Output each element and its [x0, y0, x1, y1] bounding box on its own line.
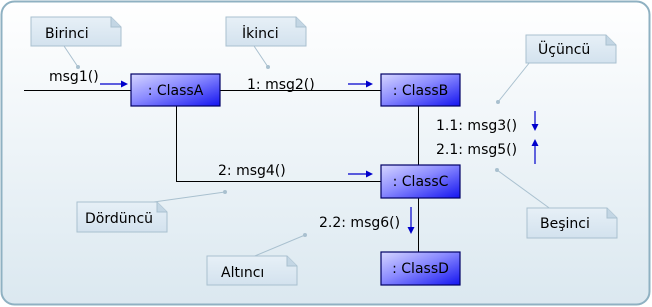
class-c-label: : ClassC	[392, 174, 449, 190]
class-b-box[interactable]	[381, 74, 460, 106]
note-altinci-text: Altıncı	[221, 265, 265, 281]
note-ucuncu	[526, 35, 616, 63]
note-dorduncu	[77, 202, 167, 232]
msg1-label: msg1()	[49, 69, 99, 85]
note-ikinci	[226, 17, 306, 46]
class-a-box[interactable]	[131, 74, 220, 106]
note-birinci-text: Birinci	[45, 26, 89, 42]
note-besinci	[527, 208, 617, 238]
class-a-label: : ClassA	[147, 83, 204, 99]
note-altinci	[207, 256, 297, 285]
class-c-box[interactable]	[381, 165, 460, 198]
class-b-label: : ClassB	[392, 83, 449, 99]
class-d-box[interactable]	[381, 252, 460, 285]
msg2-label: 1: msg2()	[247, 77, 315, 93]
note-besinci-text: Beşinci	[540, 216, 590, 232]
class-d-label: : ClassD	[392, 261, 449, 277]
msg4-label: 2: msg4()	[218, 163, 286, 179]
note-birinci	[31, 17, 121, 46]
note-dorduncu-text: Dördüncü	[85, 211, 154, 227]
msg6-label: 2.2: msg6()	[319, 215, 401, 231]
note-ucuncu-text: Üçüncü	[538, 42, 591, 58]
msg5-label: 2.1: msg5()	[436, 142, 518, 158]
note-ikinci-text: İkinci	[242, 26, 279, 42]
msg3-label: 1.1: msg3()	[436, 118, 518, 134]
